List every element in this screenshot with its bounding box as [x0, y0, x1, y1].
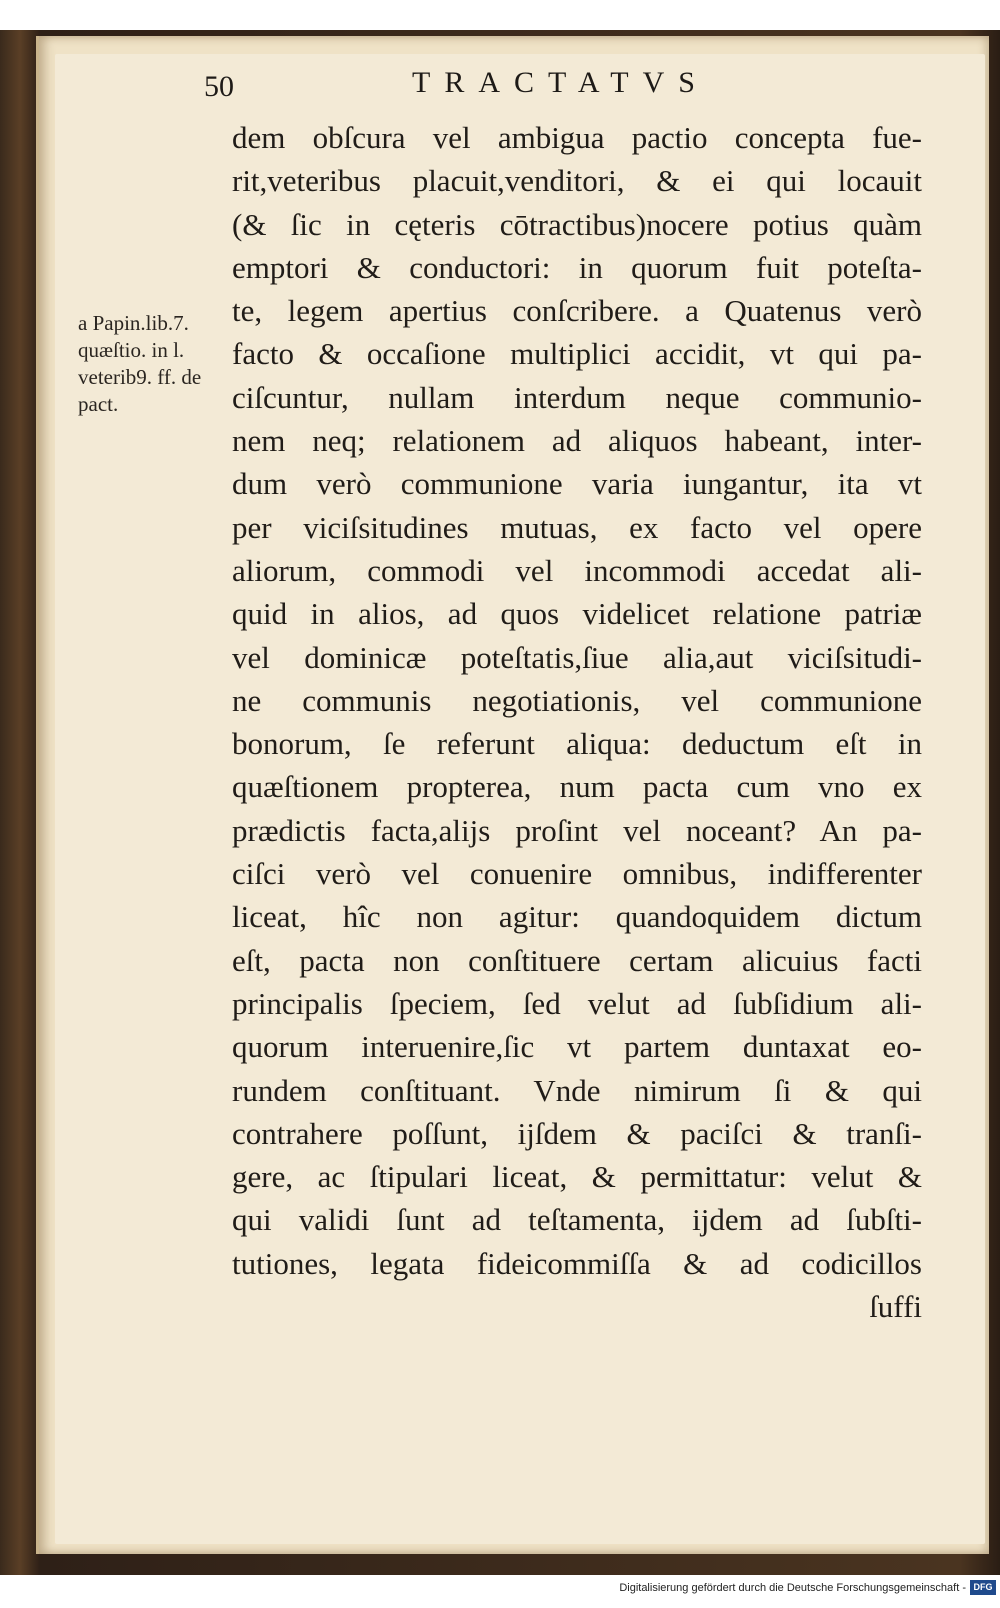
text-line: te, legem apertius conſcribere. a Quatenus verò	[232, 293, 922, 329]
text-line: nem neq; relationem ad aliquos habeant, inter-	[232, 423, 922, 459]
text-line: ne communis negotiationis, vel communione	[232, 682, 922, 718]
body-text	[232, 116, 922, 1328]
text-line: principalis ſpeciem, ſed velut ad ſubſidium ali-	[232, 985, 922, 1021]
marginal-note-line: a Papin.lib.7.	[78, 311, 189, 335]
marginal-note-line: veterib9. ff. de	[78, 365, 202, 389]
text-line: rundem conſtituant. Vnde nimirum ſi & qui	[232, 1072, 922, 1108]
top-margin	[0, 0, 1000, 30]
text-line: dem obſcura vel ambigua pactio concepta fue-	[232, 120, 922, 155]
running-head: TRACTATVS	[412, 66, 709, 99]
marginal-note-line: pact.	[78, 392, 119, 416]
text-line: dum verò communione varia iungantur, ita vt	[232, 466, 922, 502]
text-line: quid in alios, ad quos videlicet relatione patriæ	[232, 596, 922, 632]
funding-credit: Digitalisierung gefördert durch die Deutsche Forschungsgemeinschaft -	[619, 1582, 966, 1594]
text-line: aliorum, commodi vel incommodi accedat ali-	[232, 552, 922, 588]
text-line: prædictis facta,alijs proſint vel noceant? An pa-	[232, 812, 922, 848]
text-line: facto & occaſione multiplici accidit, vt qui pa-	[232, 336, 922, 372]
text-line: quorum interuenire,ſic vt partem duntaxat eo-	[232, 1029, 922, 1065]
text-line: eſt, pacta non conſtituere certam alicuius facti	[232, 942, 922, 978]
text-line: tutiones, legata fideicommiſſa & ad codicillos	[232, 1245, 922, 1281]
catchword: ſuffi	[869, 1289, 922, 1325]
marginal-note-line: quæſtio. in l.	[78, 338, 185, 362]
text-line: emptori & conductori: in quorum fuit poteſta-	[232, 249, 922, 285]
text-line: qui validi ſunt ad teſtamenta, ijdem ad ſubſti-	[232, 1202, 922, 1238]
text-line: (& ſic in cęteris cōtractibus)nocere potius quàm	[232, 206, 922, 242]
text-line: ciſcuntur, nullam interdum neque communio-	[232, 379, 922, 415]
text-line: contrahere poſſunt, ijſdem & paciſci & tranſi-	[232, 1115, 922, 1151]
text-line: rit,veteribus placuit,venditori, & ei qui locauit	[232, 163, 922, 199]
text-line: ciſci verò vel conuenire omnibus, indifferenter	[232, 856, 922, 892]
text-line: vel dominicæ poteſtatis,ſiue alia,aut viciſsitudi-	[232, 639, 922, 675]
text-line: gere, ac ſtipulari liceat, & permittatur: velut &	[232, 1159, 922, 1195]
marginal-note	[78, 310, 238, 418]
text-line: per viciſsitudines mutuas, ex facto vel opere	[232, 509, 922, 545]
page-number: 50	[204, 70, 234, 103]
text-line: bonorum, ſe referunt aliqua: deductum eſt in	[232, 726, 922, 762]
dfg-logo: DFG	[970, 1580, 996, 1595]
text-line: liceat, hîc non agitur: quandoquidem dictum	[232, 899, 922, 935]
text-line: quæſtionem propterea, num pacta cum vno ex	[232, 769, 922, 805]
